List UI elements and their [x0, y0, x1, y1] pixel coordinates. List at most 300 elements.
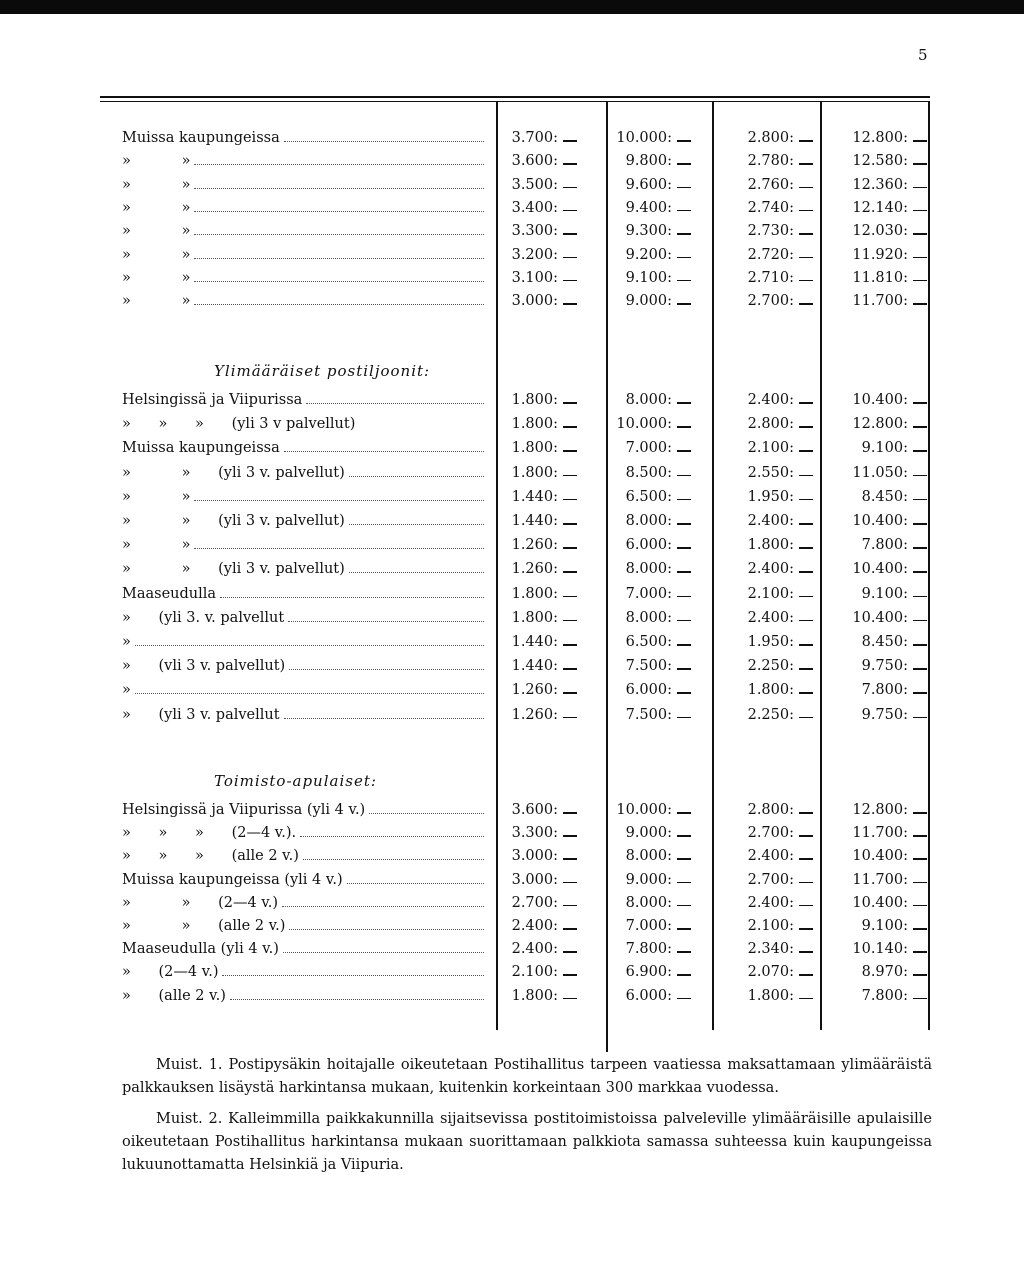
cell-value: 2.400: — [747, 513, 794, 529]
cell-value: 7.800: — [625, 941, 672, 958]
row-label — [122, 682, 488, 698]
cell-dash — [677, 998, 691, 1000]
row-label-text: » (alle 2 v.) — [122, 987, 226, 1004]
cell-dash — [913, 882, 927, 884]
cell-value: 2.720: — [747, 246, 794, 263]
cell-dash — [913, 812, 927, 814]
cell-dash — [913, 692, 927, 694]
table-row — [0, 537, 1024, 559]
row-label-text: » » (2—4 v.) — [122, 894, 279, 911]
cell-dash — [677, 233, 691, 235]
cell-dash — [799, 547, 813, 549]
cell-dash — [799, 233, 813, 235]
cell-value: 7.800: — [861, 537, 908, 554]
cell-value: 1.950: — [747, 488, 794, 505]
cell-value: 9.100: — [861, 585, 908, 602]
cell-dash — [913, 280, 927, 282]
cell-value: 12.030: — [852, 223, 908, 240]
cell-value: 1.260: — [511, 682, 558, 699]
row-label-text: Muissa kaupungeissa (yli 4 v.) — [122, 871, 343, 888]
page-number: 5 — [918, 46, 928, 64]
cell-dash — [563, 858, 577, 860]
row-label — [122, 848, 488, 864]
cell-dash — [563, 475, 577, 477]
cell-dash — [677, 187, 691, 189]
cell-value: 3.700: — [511, 130, 558, 146]
cell-dash — [563, 644, 577, 646]
cell-dash — [563, 998, 577, 1000]
cell-value: 7.000: — [625, 918, 672, 934]
cell-value: 9.000: — [625, 293, 672, 310]
cell-dash — [563, 187, 577, 189]
cell-value: 2.800: — [747, 416, 794, 433]
cell-dash — [563, 905, 577, 907]
table-row — [0, 634, 1024, 656]
table-row — [0, 200, 1024, 222]
leader-dots — [222, 975, 484, 976]
row-label-text: » » (yli 3 v. palvellut) — [122, 561, 345, 578]
section-title-toimisto-apulaiset: Toimisto-apulaiset: — [214, 772, 377, 790]
cell-value: 2.800: — [747, 802, 794, 818]
cell-dash — [913, 974, 927, 976]
cell-value: 1.800: — [511, 585, 558, 602]
cell-value: 1.260: — [511, 561, 558, 578]
table-row — [0, 130, 1024, 152]
leader-dots — [284, 718, 484, 719]
cell-value: 2.400: — [747, 561, 794, 578]
table-row — [0, 440, 1024, 462]
cell-value: 2.250: — [747, 706, 794, 723]
row-label — [122, 489, 488, 505]
cell-value: 9.100: — [861, 440, 908, 457]
leader-dots — [347, 883, 484, 884]
cell-dash — [799, 644, 813, 646]
cell-value: 1.800: — [747, 682, 794, 699]
cell-value: 6.500: — [625, 488, 672, 505]
cell-dash — [677, 426, 691, 428]
row-label-text: Maaseudulla — [122, 585, 217, 602]
cell-dash — [913, 303, 927, 305]
cell-dash — [799, 426, 813, 428]
cell-value: 1.800: — [747, 987, 794, 1004]
row-label-text: » » — [122, 199, 191, 216]
cell-dash — [677, 547, 691, 549]
row-label-text: » — [122, 682, 131, 699]
section-title-ylimaaraiset: Ylimääräiset postiljoonit: — [214, 362, 431, 380]
cell-value: 12.140: — [852, 199, 908, 216]
row-label — [122, 802, 488, 818]
cell-dash — [799, 951, 813, 953]
cell-dash — [799, 668, 813, 670]
leader-dots — [284, 141, 484, 142]
cell-dash — [563, 233, 577, 235]
cell-value: 2.760: — [747, 176, 794, 193]
table-row — [0, 988, 1024, 1010]
cell-value: 3.000: — [511, 871, 558, 888]
row-label — [122, 610, 488, 626]
cell-value: 2.710: — [747, 269, 794, 286]
cell-value: 7.000: — [625, 440, 672, 457]
cell-dash — [677, 475, 691, 477]
cell-value: 10.000: — [616, 802, 672, 818]
cell-value: 7.800: — [861, 682, 908, 699]
leader-dots — [289, 669, 484, 670]
cell-dash — [563, 951, 577, 953]
table-row — [0, 610, 1024, 632]
cell-dash — [563, 303, 577, 305]
leader-dots — [288, 621, 484, 622]
row-label — [122, 872, 488, 888]
cell-value: 11.700: — [852, 825, 908, 842]
cell-value: 12.800: — [852, 416, 908, 433]
cell-value: 10.000: — [616, 416, 672, 433]
cell-value: 6.000: — [625, 682, 672, 699]
leader-dots — [135, 645, 484, 646]
cell-value: 2.400: — [747, 848, 794, 865]
row-label — [122, 941, 488, 957]
cell-value: 9.200: — [625, 246, 672, 263]
cell-value: 2.700: — [747, 871, 794, 888]
row-label — [122, 707, 488, 723]
table-row — [0, 416, 1024, 438]
row-label — [122, 392, 488, 408]
cell-value: 2.400: — [511, 918, 558, 934]
cell-dash — [563, 571, 577, 573]
cell-dash — [799, 998, 813, 1000]
cell-dash — [677, 596, 691, 598]
cell-value: 12.360: — [852, 176, 908, 193]
header-rule-thin — [100, 101, 930, 102]
row-label — [122, 416, 488, 432]
cell-value: 1.800: — [511, 392, 558, 408]
row-label — [122, 270, 488, 286]
cell-dash — [677, 257, 691, 259]
cell-dash — [563, 692, 577, 694]
row-label-text: » » (alle 2 v.) — [122, 918, 286, 934]
cell-dash — [799, 571, 813, 573]
cell-value: 2.740: — [747, 199, 794, 216]
table-row — [0, 561, 1024, 583]
table-row — [0, 941, 1024, 963]
cell-value: 10.400: — [852, 513, 908, 529]
cell-dash — [913, 644, 927, 646]
row-label — [122, 895, 488, 911]
cell-dash — [677, 140, 691, 142]
row-label — [122, 513, 488, 529]
row-label — [122, 918, 488, 934]
cell-dash — [563, 974, 577, 976]
table-row — [0, 293, 1024, 315]
cell-dash — [563, 717, 577, 719]
cell-dash — [563, 596, 577, 598]
cell-value: 2.400: — [747, 894, 794, 911]
cell-dash — [913, 450, 927, 452]
cell-dash — [913, 499, 927, 501]
cell-dash — [913, 210, 927, 212]
row-label-text: » » (yli 3 v. palvellut) — [122, 464, 345, 481]
table-row — [0, 223, 1024, 245]
cell-dash — [677, 280, 691, 282]
cell-dash — [799, 620, 813, 622]
table-row — [0, 153, 1024, 175]
cell-value: 1.800: — [511, 987, 558, 1004]
cell-dash — [799, 303, 813, 305]
cell-value: 12.800: — [852, 130, 908, 146]
row-label — [122, 153, 488, 169]
table-row — [0, 895, 1024, 917]
cell-dash — [799, 163, 813, 165]
cell-dash — [913, 571, 927, 573]
cell-value: 9.800: — [625, 153, 672, 170]
cell-value: 11.050: — [852, 464, 908, 481]
cell-value: 3.000: — [511, 848, 558, 865]
cell-dash — [677, 303, 691, 305]
row-label — [122, 561, 488, 577]
cell-dash — [799, 450, 813, 452]
cell-dash — [677, 571, 691, 573]
row-label-text: » » » (yli 3 v palvellut) — [122, 416, 356, 433]
cell-dash — [677, 523, 691, 525]
cell-value: 6.500: — [625, 634, 672, 650]
row-label — [122, 293, 488, 309]
cell-dash — [913, 905, 927, 907]
cell-dash — [799, 187, 813, 189]
cell-value: 8.000: — [625, 894, 672, 911]
cell-dash — [563, 668, 577, 670]
cell-dash — [563, 280, 577, 282]
cell-dash — [913, 858, 927, 860]
cell-dash — [913, 928, 927, 930]
cell-value: 8.000: — [625, 513, 672, 529]
footnote-1: Muist. 1. Postipysäkin hoitajalle oikeutetaan Postihallitus tarpeen vaatiessa maksattamaan ylimääräistä palkkauksen lisäystä harkintansa mukaan, kuitenkin korkeintaan 300 markkaa vuodessa. — [122, 1057, 932, 1096]
leader-dots — [300, 836, 484, 837]
cell-value: 2.340: — [747, 941, 794, 958]
cell-value: 3.300: — [511, 825, 558, 842]
cell-dash — [799, 140, 813, 142]
leader-dots — [194, 211, 484, 212]
cell-value: 1.260: — [511, 706, 558, 723]
cell-value: 2.400: — [747, 392, 794, 408]
cell-value: 3.400: — [511, 199, 558, 216]
cell-value: 2.780: — [747, 153, 794, 170]
cell-value: 3.100: — [511, 269, 558, 286]
cell-dash — [677, 210, 691, 212]
cell-value: 9.400: — [625, 199, 672, 216]
row-label-text: Helsingissä ja Viipurissa (yli 4 v.) — [122, 802, 366, 818]
cell-dash — [799, 280, 813, 282]
cell-dash — [563, 450, 577, 452]
row-label — [122, 634, 488, 650]
leader-dots — [349, 524, 484, 525]
cell-value: 6.000: — [625, 987, 672, 1004]
row-label — [122, 825, 488, 841]
row-label-text: » » — [122, 153, 191, 170]
table-row — [0, 918, 1024, 940]
cell-dash — [563, 402, 577, 404]
table-row — [0, 270, 1024, 292]
leader-dots — [194, 234, 484, 235]
cell-dash — [913, 620, 927, 622]
cell-value: 8.500: — [625, 464, 672, 481]
leader-dots — [194, 500, 484, 501]
table-row — [0, 465, 1024, 487]
cell-dash — [799, 257, 813, 259]
cell-value: 10.140: — [852, 941, 908, 958]
cell-value: 2.100: — [511, 964, 558, 981]
cell-dash — [913, 140, 927, 142]
cell-dash — [799, 812, 813, 814]
leader-dots — [349, 476, 484, 477]
cell-value: 1.260: — [511, 537, 558, 554]
cell-value: 3.600: — [511, 153, 558, 170]
cell-dash — [799, 210, 813, 212]
row-label-text: » (vli 3 v. palvellut) — [122, 658, 286, 675]
cell-value: 1.800: — [511, 440, 558, 457]
cell-value: 8.450: — [861, 488, 908, 505]
cell-value: 7.500: — [625, 658, 672, 675]
cell-value: 8.970: — [861, 964, 908, 981]
cell-value: 12.800: — [852, 802, 908, 818]
leader-dots — [194, 188, 484, 189]
cell-dash — [799, 499, 813, 501]
cell-dash — [799, 928, 813, 930]
cell-value: 12.580: — [852, 153, 908, 170]
row-label-text: » (2—4 v.) — [122, 964, 219, 981]
cell-dash — [563, 257, 577, 259]
cell-dash — [913, 998, 927, 1000]
cell-value: 1.950: — [747, 634, 794, 650]
cell-dash — [677, 620, 691, 622]
cell-dash — [799, 835, 813, 837]
cell-value: 9.100: — [625, 269, 672, 286]
row-label — [122, 988, 488, 1004]
cell-dash — [913, 717, 927, 719]
cell-dash — [913, 523, 927, 525]
leader-dots — [135, 693, 484, 694]
cell-dash — [677, 928, 691, 930]
cell-dash — [563, 499, 577, 501]
table-row — [0, 682, 1024, 704]
table-row — [0, 964, 1024, 986]
cell-dash — [913, 596, 927, 598]
cell-dash — [799, 717, 813, 719]
cell-value: 10.400: — [852, 561, 908, 578]
cell-dash — [913, 426, 927, 428]
footnotes — [122, 1054, 932, 1185]
leader-dots — [349, 572, 484, 573]
row-label — [122, 177, 488, 193]
row-label-text: » » — [122, 176, 191, 193]
cell-dash — [677, 163, 691, 165]
cell-value: 11.700: — [852, 871, 908, 888]
cell-value: 3.600: — [511, 802, 558, 818]
row-label-text: » » — [122, 488, 191, 505]
leader-dots — [194, 164, 484, 165]
cell-value: 7.800: — [861, 987, 908, 1004]
cell-value: 1.800: — [511, 464, 558, 481]
table-row — [0, 513, 1024, 535]
row-label — [122, 223, 488, 239]
cell-value: 10.000: — [616, 130, 672, 146]
cell-value: 2.100: — [747, 440, 794, 457]
cell-dash — [913, 951, 927, 953]
footnote-2: Muist. 2. Kalleimmilla paikkakunnilla sijaitsevissa postitoimistoissa palveleville ylimääräisille apulaisille oikeutetaan Postihallitus harkintansa mukaan suorittamaan palkkiota samassa suhteessa kuin kaupungeissa lukuunottamatta Helsinkiä ja Viipuria. — [122, 1111, 932, 1173]
cell-value: 8.000: — [625, 609, 672, 626]
leader-dots — [283, 952, 484, 953]
cell-value: 9.000: — [625, 871, 672, 888]
cell-dash — [563, 835, 577, 837]
row-label-text: » — [122, 634, 131, 650]
row-label — [122, 964, 488, 980]
cell-dash — [799, 596, 813, 598]
cell-value: 2.400: — [511, 941, 558, 958]
cell-dash — [913, 187, 927, 189]
leader-dots — [306, 403, 484, 404]
table-row — [0, 658, 1024, 680]
cell-value: 8.000: — [625, 848, 672, 865]
cell-value: 1.440: — [511, 513, 558, 529]
leader-dots — [194, 258, 484, 259]
cell-value: 2.070: — [747, 964, 794, 981]
leader-dots — [282, 906, 484, 907]
cell-dash — [913, 547, 927, 549]
cell-value: 9.100: — [861, 918, 908, 934]
cell-dash — [677, 882, 691, 884]
cell-value: 3.300: — [511, 223, 558, 240]
cell-value: 3.000: — [511, 293, 558, 310]
table-row — [0, 489, 1024, 511]
cell-value: 1.440: — [511, 488, 558, 505]
leader-dots — [303, 859, 484, 860]
leader-dots — [194, 281, 484, 282]
row-label — [122, 465, 488, 481]
cell-value: 1.440: — [511, 634, 558, 650]
cell-dash — [563, 620, 577, 622]
row-label-text: Muissa kaupungeissa — [122, 130, 280, 146]
cell-dash — [563, 426, 577, 428]
cell-dash — [563, 163, 577, 165]
cell-value: 2.700: — [747, 293, 794, 310]
row-label-text: Maaseudulla (yli 4 v.) — [122, 941, 279, 958]
cell-value: 2.550: — [747, 464, 794, 481]
cell-value: 9.750: — [861, 706, 908, 723]
cell-value: 9.300: — [625, 223, 672, 240]
cell-dash — [563, 140, 577, 142]
leader-dots — [194, 304, 484, 305]
cell-dash — [677, 402, 691, 404]
cell-dash — [913, 257, 927, 259]
cell-value: 6.900: — [625, 964, 672, 981]
cell-dash — [799, 905, 813, 907]
table-row — [0, 825, 1024, 847]
cell-value: 8.000: — [625, 561, 672, 578]
cell-dash — [799, 882, 813, 884]
cell-value: 9.000: — [625, 825, 672, 842]
cell-dash — [799, 402, 813, 404]
row-label-text: » » — [122, 269, 191, 286]
row-label — [122, 658, 488, 674]
cell-dash — [799, 692, 813, 694]
row-label-text: » » » (alle 2 v.) — [122, 848, 299, 865]
cell-value: 3.500: — [511, 176, 558, 193]
row-label-text: Helsingissä ja Viipurissa — [122, 392, 303, 408]
cell-dash — [677, 644, 691, 646]
row-label — [122, 200, 488, 216]
leader-dots — [284, 451, 484, 452]
leader-dots — [289, 929, 484, 930]
table-row — [0, 802, 1024, 824]
row-label — [122, 440, 488, 456]
